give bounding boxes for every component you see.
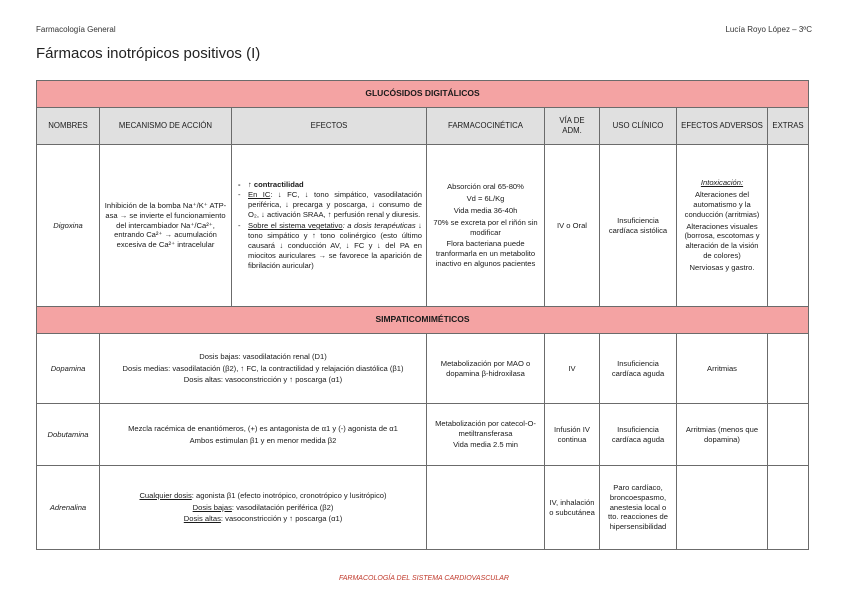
effect-item: Ambos estimulan β1 y en menor medida β2 xyxy=(189,435,337,445)
column-header: NOMBRES xyxy=(37,108,100,145)
effects-cell xyxy=(232,145,427,307)
adverse-item: Nerviosas y gastro. xyxy=(689,263,755,272)
table-row-digoxina xyxy=(37,145,809,307)
extras-cell xyxy=(768,334,809,404)
extras-cell xyxy=(768,404,809,466)
effect-item xyxy=(104,514,422,524)
page-footer: FARMACOLOGÍA DEL SISTEMA CARDIOVASCULAR xyxy=(339,575,509,582)
pk-item: Vida media 2.5 min xyxy=(453,440,518,450)
column-header: MECANISMO DE ACCIÓN xyxy=(100,108,232,145)
route-cell: Infusión IV continua xyxy=(545,404,600,466)
table-row-dopamina xyxy=(37,334,809,404)
effects-cell xyxy=(100,334,427,404)
column-header: FARMACOCINÉTICA xyxy=(427,108,545,145)
effect-label: Dosis bajas xyxy=(192,502,232,512)
effect-item xyxy=(104,491,422,501)
column-header: EXTRAS xyxy=(768,108,809,145)
adverse-item: Alteraciones visuales (borrosa, escotomas y alteración de la visión de colores) xyxy=(684,221,760,261)
pharmacokinetics-cell xyxy=(427,404,545,466)
page-title: Fármacos inotrópicos positivos (I) xyxy=(36,45,261,62)
effect-item: Dosis bajas: vasodilatación renal (D1) xyxy=(199,351,327,361)
effect-item xyxy=(248,190,422,220)
pk-item: Metabolización por catecol-O-metiltransferasa xyxy=(435,418,536,438)
effect-item: Mezcla racémica de enantiómeros, (+) es antagonista de α1 y (-) agonista de α1 xyxy=(128,423,398,433)
clinical-use-cell: Insuficiencia cardíaca sistólica xyxy=(600,145,677,307)
effects-cell xyxy=(100,404,427,466)
effect-label: Cualquier dosis xyxy=(139,490,192,500)
effect-item: Dosis medias: vasodilatación (β2), ↑ FC, la contractilidad y relajación diastólica (β1) xyxy=(122,363,404,373)
mechanism-cell: Inhibición de la bomba Na⁺/K⁺ ATP-asa → se invierte el funcionamiento del intercambiador Na⁺/Ca²⁺, entrando Ca²⁺ → acumulación excesiva de Ca²⁺ intracelular xyxy=(100,145,232,307)
route-cell: IV o Oral xyxy=(545,145,600,307)
adverse-effects-cell: Arritmias xyxy=(677,334,768,404)
route-cell: IV, inhalación o subcutánea xyxy=(545,466,600,550)
column-header-row xyxy=(37,108,809,145)
effect-text: : vasodilatación periférica (β2) xyxy=(231,502,334,512)
effect-label: Dosis altas xyxy=(183,514,221,524)
drug-name: Digoxina xyxy=(37,145,100,307)
pk-item: Vida media 36-40h xyxy=(453,205,518,215)
adverse-effects-cell xyxy=(677,466,768,550)
table-row-adrenalina xyxy=(37,466,809,550)
pharmacokinetics-cell xyxy=(427,145,545,307)
adverse-title: Intoxicación: xyxy=(700,178,744,188)
effect-label: En IC xyxy=(248,190,271,200)
effect-text: : vasoconstricción y ↑ poscarga (α1) xyxy=(220,514,343,524)
pharmacokinetics-cell: Metabolización por MAO o dopamina β-hidroxilasa xyxy=(427,334,545,404)
extras-cell xyxy=(768,466,809,550)
clinical-use-cell: Insuficiencia cardíaca aguda xyxy=(600,334,677,404)
pk-item: Absorción oral 65-80% xyxy=(447,182,524,192)
drug-name: Dobutamina xyxy=(37,404,100,466)
column-header: EFECTOS ADVERSOS xyxy=(677,108,768,145)
clinical-use-cell: Insuficiencia cardíaca aguda xyxy=(600,404,677,466)
section-header-digitalicos: GLUCÓSIDOS DIGITÁLICOS xyxy=(37,81,809,108)
pk-item: Vd = 6L/Kg xyxy=(466,193,505,203)
header-author: Lucía Royo López – 3ºC xyxy=(725,25,812,34)
column-header: VÍA DE ADM. xyxy=(545,108,600,145)
clinical-use-cell: Paro cardíaco, broncoespasmo, anestesia local o tto. reacciones de hipersensibilidad xyxy=(600,466,677,550)
pk-item: 70% se excreta por el riñón sin modificar xyxy=(433,217,538,237)
effect-text: : agonista β1 (efecto inotrópico, cronotrópico y lusitrópico) xyxy=(191,490,387,500)
effect-item xyxy=(248,221,422,270)
effect-item: Dosis altas: vasoconstricción y ↑ poscarga (α1) xyxy=(183,375,343,385)
effects-cell xyxy=(100,466,427,550)
table-row-dobutamina xyxy=(37,404,809,466)
effect-item: - ↑ contractilidad xyxy=(248,180,422,190)
column-header: EFECTOS xyxy=(232,108,427,145)
pharmacokinetics-cell xyxy=(427,466,545,550)
header-subject: Farmacología General xyxy=(36,25,116,34)
route-cell: IV xyxy=(545,334,600,404)
effect-text: ↓ tono simpático y ↑ tono colinérgico (esto último causará ↓ conducción AV, ↓ FC y ↓ del PA en miocitos auriculares → se favorece la aparición de fibrilación auricular) xyxy=(248,221,422,270)
column-header: USO CLÍNICO xyxy=(600,108,677,145)
adverse-item: Alteraciones del automatismo y la conducción (arritmias) xyxy=(684,189,760,219)
effect-item xyxy=(104,503,422,513)
effect-label: Sobre el sistema vegetativo xyxy=(248,221,343,231)
adverse-effects-cell: Arritmias (menos que dopamina) xyxy=(677,404,768,466)
effect-text: : ↓ FC, ↓ tono simpático, vasodilatación periférica, ↓ precarga y poscarga, ↓ consumo de O₂, ↓ activación SRAA, ↑ perfusión renal y diuresis. xyxy=(248,190,422,220)
drug-name: Dopamina xyxy=(37,334,100,404)
effect-dose: : a dosis terapéuticas xyxy=(342,221,416,231)
adverse-effects-cell xyxy=(677,145,768,307)
section-header-simpaticomimeticos: SIMPATICOMIMÉTICOS xyxy=(37,307,809,334)
pk-item: Flora bacteriana puede tranformarla en un metabolito inactivo en algunos pacientes xyxy=(435,239,536,269)
drug-table xyxy=(36,80,809,550)
extras-cell xyxy=(768,145,809,307)
drug-name: Adrenalina xyxy=(37,466,100,550)
